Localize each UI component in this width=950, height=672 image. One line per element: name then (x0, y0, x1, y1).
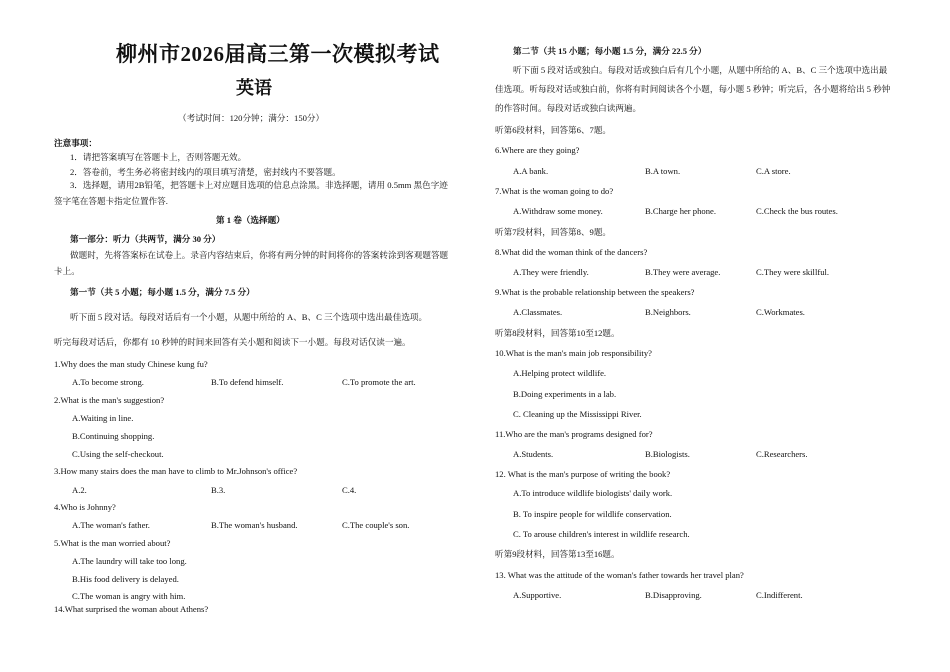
q5-option-c: C.The woman is angry with him. (72, 591, 186, 601)
note-item-2: 2．答卷前，考生务必将密封线内的项目填写清楚，密封线内不要答题。 (70, 167, 341, 177)
q8-option-b: B.They were average. (645, 267, 721, 277)
material-9: 听第9段材料，回答第13至16题。 (495, 549, 620, 559)
notes-heading: 注意事项： (54, 138, 97, 148)
note-item-1: 1．请把答案填写在答题卡上，否则答题无效。 (70, 152, 247, 162)
section2-heading: 第二节（共 15 小题；每小题 1.5 分，满分 22.5 分） (513, 46, 707, 56)
question-3: 3.How many stairs does the man have to climb to Mr.Johnson's office? (54, 466, 298, 476)
q7-option-c: C.Check the bus routes. (756, 206, 838, 216)
question-7: 7.What is the woman going to do? (495, 186, 614, 196)
q2-option-b: B.Continuing shopping. (72, 431, 155, 441)
section1-intro-1: 听下面 5 段对话。每段对话后有一个小题，从题中所给的 A、B、C 三个选项中选出最佳选项。 (70, 312, 428, 322)
material-7: 听第7段材料，回答第8、9题。 (495, 227, 612, 237)
part1-heading: 第一部分：听力（共两节，满分 30 分） (70, 234, 221, 244)
question-6: 6.Where are they going? (495, 145, 580, 155)
q3-option-a: A.2. (72, 485, 87, 495)
q12-option-c: C. To arouse children's interest in wildlife research. (513, 529, 690, 539)
exam-info: （考试时间：120分钟；满分：150分） (178, 113, 325, 123)
q13-option-c: C.Indifferent. (756, 590, 803, 600)
q8-option-c: C.They were skillful. (756, 267, 830, 277)
question-14: 14.What surprised the woman about Athens? (54, 604, 209, 614)
question-5: 5.What is the man worried about? (54, 538, 171, 548)
note-item-3: 3．选择题，请用2B铅笔，把答题卡上对应题目选项的信息点涂黑。非选择题，请用 0.5mm 黑色字迹签字笔在答题卡指定位置作答. (54, 180, 448, 206)
volume-heading: 第 1 卷（选择题） (216, 215, 285, 225)
q9-option-c: C.Workmates. (756, 307, 805, 317)
question-8: 8.What did the woman think of the dancers? (495, 247, 648, 257)
q2-option-c: C.Using the self-checkout. (72, 449, 164, 459)
q3-option-c: C.4. (342, 485, 357, 495)
q4-option-c: C.The couple's son. (342, 520, 410, 530)
q12-option-a: A.To introduce wildlife biologists' daily work. (513, 488, 673, 498)
question-2: 2.What is the man's suggestion? (54, 395, 165, 405)
q12-option-b: B. To inspire people for wildlife conservation. (513, 509, 672, 519)
q1-option-a: A.To become strong. (72, 377, 144, 387)
q10-option-a: A.Helping protect wildlife. (513, 368, 607, 378)
question-9: 9.What is the probable relationship between the speakers? (495, 287, 695, 297)
section1-intro-2: 听完每段对话后，你都有 10 秒钟的时间来回答有关小题和阅读下一小题。每段对话仅读一遍。 (54, 337, 411, 347)
q1-option-b: B.To defend himself. (211, 377, 284, 387)
q2-option-a: A.Waiting in line. (72, 413, 134, 423)
q6-option-a: A.A bank. (513, 166, 549, 176)
q1-option-c: C.To promote the art. (342, 377, 416, 387)
q4-option-a: A.The woman's father. (72, 520, 150, 530)
q7-option-b: B.Charge her phone. (645, 206, 716, 216)
q6-option-c: C.A store. (756, 166, 791, 176)
material-8: 听第8段材料，回答第10至12题。 (495, 328, 620, 338)
q5-option-a: A.The laundry will take too long. (72, 556, 187, 566)
q11-option-b: B.Biologists. (645, 449, 690, 459)
exam-title: 柳州市2026届高三第一次模拟考试 (116, 42, 440, 66)
q13-option-a: A.Supportive. (513, 590, 562, 600)
q10-option-c: C. Cleaning up the Mississippi River. (513, 409, 642, 419)
q10-option-b: B.Doing experiments in a lab. (513, 389, 617, 399)
q5-option-b: B.His food delivery is delayed. (72, 574, 179, 584)
question-10: 10.What is the man's main job responsibility? (495, 348, 652, 358)
q3-option-b: B.3. (211, 485, 226, 495)
q6-option-b: B.A town. (645, 166, 681, 176)
q9-option-b: B.Neighbors. (645, 307, 691, 317)
q9-option-a: A.Classmates. (513, 307, 563, 317)
q13-option-b: B.Disapproving. (645, 590, 702, 600)
q8-option-a: A.They were friendly. (513, 267, 589, 277)
q7-option-a: A.Withdraw some money. (513, 206, 603, 216)
q11-option-c: C.Researchers. (756, 449, 808, 459)
material-6: 听第6段材料，回答第6、7题。 (495, 125, 612, 135)
section1-heading: 第一节（共 5 小题；每小题 1.5 分，满分 7.5 分） (70, 287, 255, 297)
question-13: 13. What was the attitude of the woman's father towards her travel plan? (495, 570, 744, 580)
part1-intro: 做题时，先将答案标在试卷上。录音内容结束后，你将有两分钟的时间将你的答案转涂到客观题答题卡上。 (54, 250, 449, 276)
q11-option-a: A.Students. (513, 449, 554, 459)
subject-title: 英语 (236, 78, 272, 98)
q4-option-b: B.The woman's husband. (211, 520, 298, 530)
question-11: 11.Who are the man's programs designed for? (495, 429, 653, 439)
question-1: 1.Why does the man study Chinese kung fu? (54, 359, 208, 369)
question-4: 4.Who is Johnny? (54, 502, 116, 512)
question-12: 12. What is the man's purpose of writing the book? (495, 469, 671, 479)
section2-intro: 听下面 5 段对话或独白。每段对话或独白后有几个小题，从题中所给的 A、B、C 三个选项中选出最佳选项。听每段对话或独白前，你将有时间阅读各个小题，每小题 5 秒钟；听完后，各小题将给出 5 秒钟的作答时间。每段对话或独白读两遍。 (495, 65, 891, 113)
